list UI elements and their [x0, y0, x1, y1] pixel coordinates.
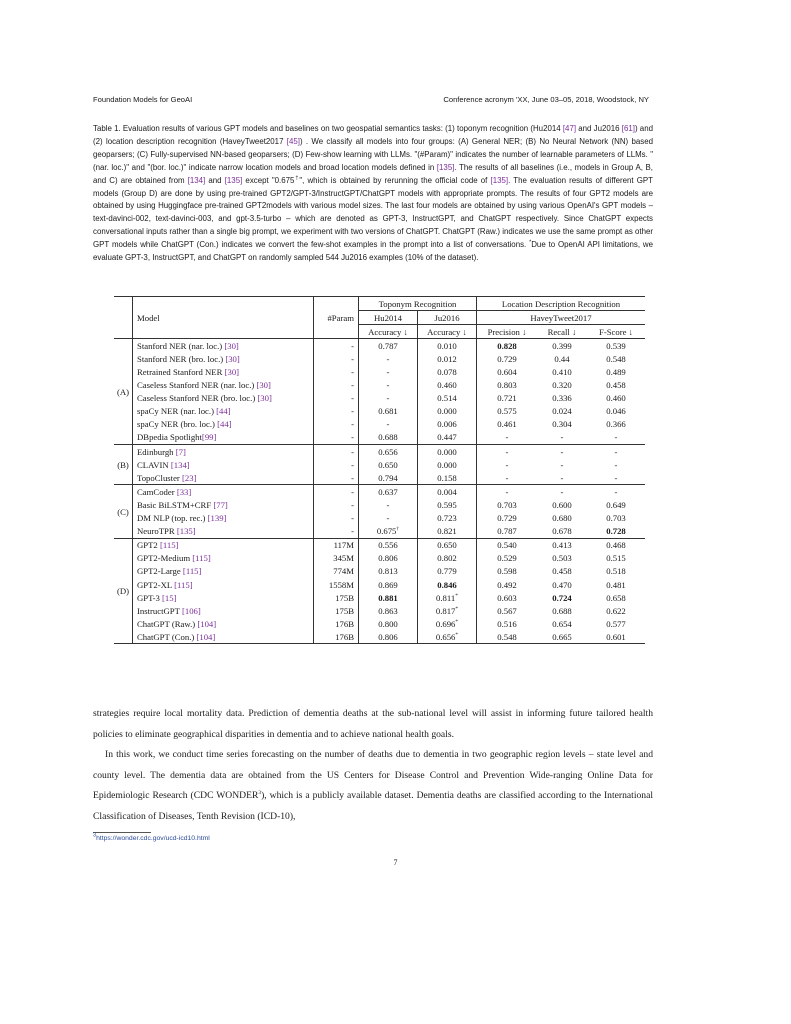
model-name: CLAVIN [134] [133, 458, 314, 471]
recall-cell: - [560, 459, 564, 470]
recall-cell: 0.304 [552, 419, 572, 430]
precision-cell: 0.603 [477, 591, 538, 604]
precision-cell: 0.575 [477, 405, 538, 418]
model-name: GPT2-Large [115] [133, 565, 314, 578]
table-row [114, 392, 645, 405]
precision-cell: 0.604 [477, 365, 538, 378]
model-name: GPT2 [115] [133, 538, 314, 552]
hu2014-accuracy-cell: 0.863 [359, 604, 418, 617]
recall-cell: 0.336 [552, 393, 572, 404]
fscore-cell: - [614, 446, 618, 457]
header-location-description: Location Description Recognition [477, 297, 646, 311]
table-row [114, 405, 645, 418]
recall-cell: - [560, 432, 564, 443]
fscore-cell: 0.622 [606, 605, 626, 616]
citation-link[interactable]: [23] [182, 472, 197, 483]
model-name: CamCoder [33] [133, 485, 314, 499]
precision-cell: - [477, 431, 538, 445]
param-count: - [314, 458, 359, 471]
ju2016-accuracy-cell: 0.000 [418, 405, 477, 418]
group-label: (A) [114, 339, 133, 445]
model-name: Caseless Stanford NER (bro. loc.) [30] [133, 392, 314, 405]
recall-cell: 0.688 [552, 605, 572, 616]
body-paragraph: strategies require local mortality data. Prediction of dementia deaths at the sub-national level will assist in informing future tailored health policies to eliminate geographical disparities in dementia and to achieve national health goals. [93, 708, 653, 740]
table-row [114, 352, 645, 365]
precision-cell: - [477, 485, 538, 499]
model-name: Caseless Stanford NER (nar. loc.) [30] [133, 379, 314, 392]
model-name: InstructGPT [106] [133, 604, 314, 617]
citation-link[interactable]: [135] [436, 162, 455, 172]
ju2016-accuracy-cell: 0.078 [418, 365, 477, 378]
recall-cell: 0.44 [554, 353, 570, 364]
param-count: 1558M [314, 578, 359, 591]
model-name: NeuroTPR [135] [133, 525, 314, 539]
recall-cell: - [560, 472, 564, 483]
recall-cell: 0.470 [552, 579, 572, 590]
recall-cell: - [560, 446, 564, 457]
hu2014-accuracy-cell: 0.688 [359, 431, 418, 445]
fscore-cell: 0.728 [606, 526, 626, 537]
citation-link[interactable]: [33] [176, 486, 192, 497]
citation-link[interactable]: [135] [224, 175, 243, 185]
model-name: GPT2-XL [115] [133, 578, 314, 591]
recall-cell: 0.399 [552, 340, 572, 351]
ju2016-accuracy-cell: 0.012 [418, 352, 477, 365]
param-count: 774M [314, 565, 359, 578]
precision-cell: 0.787 [477, 525, 538, 539]
recall-cell: 0.024 [552, 406, 572, 417]
citation-link[interactable]: [115] [159, 540, 179, 551]
fscore-cell: 0.489 [606, 367, 626, 378]
header-accuracy-ju: Accuracy ↓ [418, 325, 477, 339]
param-count: - [314, 365, 359, 378]
precision-cell: 0.598 [477, 565, 538, 578]
header-accuracy-hu: Accuracy ↓ [359, 325, 418, 339]
header-recall: Recall ↓ [547, 326, 577, 337]
footnote-ref[interactable]: 3 [258, 789, 262, 796]
ju2016-accuracy-cell: 0.802 [418, 552, 477, 565]
footnote: $^3$https://wonder.cdc.gov/ucd-icd10.html [93, 832, 210, 842]
fscore-cell: 0.658 [606, 592, 626, 603]
precision-cell: - [477, 458, 538, 471]
param-count: 117M [314, 538, 359, 552]
model-name: spaCy NER (bro. loc.) [44] [133, 418, 314, 431]
param-count: - [314, 525, 359, 539]
precision-cell: 0.516 [477, 617, 538, 630]
citation-link[interactable]: [135] [490, 175, 509, 185]
table-row [114, 591, 645, 604]
hu2014-accuracy-cell: - [359, 498, 418, 511]
param-count: - [314, 431, 359, 445]
fscore-cell: 0.366 [606, 419, 626, 430]
citation-link[interactable]: [30] [224, 367, 240, 378]
citation-link[interactable]: [15] [162, 592, 177, 603]
citation-link[interactable]: [104] [196, 631, 216, 642]
table-row [114, 471, 645, 485]
citation-link[interactable]: [134] [187, 175, 206, 185]
table-row [114, 538, 645, 552]
hu2014-accuracy-cell: 0.675† [359, 525, 418, 539]
precision-cell: 0.548 [477, 630, 538, 644]
model-name: GPT-3 [15] [133, 591, 314, 604]
recall-cell: 0.680 [552, 513, 572, 524]
table-row [114, 431, 645, 445]
hu2014-accuracy-cell: 0.881 [359, 591, 418, 604]
model-name: Retrained Stanford NER [30] [133, 365, 314, 378]
fscore-cell: 0.539 [606, 340, 626, 351]
model-name: Stanford NER (nar. loc.) [30] [133, 339, 314, 353]
param-count: - [314, 418, 359, 431]
ju2016-accuracy-cell: 0.817* [418, 604, 477, 617]
hu2014-accuracy-cell: 0.800 [359, 617, 418, 630]
body-paragraph: In this work, we conduct time series forecasting on the number of deaths due to dementia in two geographic region levels – state level and county level. The dementia data are obtained from the US Centers for Disease Control and Prevention Wide-ranging Online Data for Epidemiologic Research (CDC WONDER$^3$), which is a publicly available dataset. Dementia deaths are classified according to the International Classification of Diseases, Tenth Revision (ICD-10), [93, 749, 654, 822]
table-row [114, 365, 645, 378]
header-precision: Precision ↓ [477, 325, 538, 339]
fscore-cell: 0.458 [606, 380, 626, 391]
table-row [114, 604, 645, 617]
fscore-cell: - [614, 459, 618, 470]
citation-link[interactable]: [44] [216, 406, 231, 417]
table-row [114, 552, 645, 565]
hu2014-accuracy-cell: 0.637 [359, 485, 418, 499]
model-name: GPT2-Medium [115] [133, 552, 314, 565]
ju2016-accuracy-cell: 0.447 [418, 431, 477, 445]
ju2016-accuracy-cell: 0.811* [418, 591, 477, 604]
footnote-rule [93, 832, 151, 833]
precision-cell: 0.721 [477, 392, 538, 405]
hu2014-accuracy-cell: - [359, 352, 418, 365]
model-name: spaCy NER (nar. loc.) [44] [133, 405, 314, 418]
hu2014-accuracy-cell: - [359, 365, 418, 378]
param-count: - [314, 485, 359, 499]
hu2014-accuracy-cell: - [359, 379, 418, 392]
ju2016-accuracy-cell: 0.006 [418, 418, 477, 431]
param-count: 175B [314, 604, 359, 617]
param-count: 345M [314, 552, 359, 565]
citation-link[interactable]: [134] [170, 459, 190, 470]
ju2016-accuracy-cell: 0.779 [418, 565, 477, 578]
hu2014-accuracy-cell: 0.681 [359, 405, 418, 418]
param-count: 176B [314, 617, 359, 630]
running-header-right: Conference acronym 'XX, June 03–05, 2018, Woodstock, NY [443, 95, 649, 104]
citation-link[interactable]: [115] [192, 553, 211, 564]
param-count: 176B [314, 630, 359, 644]
model-name: Stanford NER (bro. loc.) [30] [133, 352, 314, 365]
recall-cell: 0.413 [552, 540, 572, 551]
citation-link[interactable]: [30] [257, 393, 272, 404]
citation-link[interactable]: [135] [176, 526, 196, 537]
citation-link[interactable]: [115] [174, 579, 193, 590]
fscore-cell: 0.515 [606, 553, 626, 564]
table-row [114, 512, 645, 525]
precision-cell: 0.703 [477, 498, 538, 511]
model-name: ChatGPT (Con.) [104] [133, 630, 314, 644]
hu2014-accuracy-cell: 0.806 [359, 552, 418, 565]
citation-link[interactable]: [77] [213, 499, 228, 510]
fscore-cell: 0.649 [606, 499, 626, 510]
param-count: - [314, 392, 359, 405]
table-row [114, 617, 645, 630]
hu2014-accuracy-cell: 0.556 [359, 538, 418, 552]
recall-cell: 0.724 [552, 592, 572, 603]
ju2016-accuracy-cell: 0.158 [418, 471, 477, 485]
header-param: #Param [314, 311, 359, 325]
precision-cell: 0.828 [477, 339, 538, 353]
header-havey: HaveyTweet2017 [477, 311, 646, 325]
table-row [114, 485, 645, 499]
hu2014-accuracy-cell: 0.650 [359, 458, 418, 471]
ju2016-accuracy-cell: 0.595 [418, 498, 477, 511]
ju2016-accuracy-cell: 0.514 [418, 392, 477, 405]
citation-link[interactable]: [30] [224, 340, 239, 351]
page-number: 7 [393, 858, 398, 867]
ju2016-accuracy-cell: 0.821 [418, 525, 477, 539]
ju2016-accuracy-cell: 0.004 [418, 485, 477, 499]
model-name: DM NLP (top. rec.) [139] [133, 512, 314, 525]
group-label: (D) [114, 538, 133, 644]
recall-cell: 0.600 [552, 499, 572, 510]
hu2014-accuracy-cell: 0.794 [359, 471, 418, 485]
hu2014-accuracy-cell: - [359, 418, 418, 431]
fscore-cell: 0.577 [606, 618, 626, 629]
recall-cell: 0.410 [552, 367, 572, 378]
table-row [114, 418, 645, 431]
table-row [114, 339, 645, 353]
precision-cell: - [477, 445, 538, 459]
hu2014-accuracy-cell: 0.806 [359, 630, 418, 644]
recall-cell: 0.458 [552, 566, 572, 577]
param-count: - [314, 471, 359, 485]
model-name: DBpedia Spotlight[99] [133, 431, 314, 445]
citation-link[interactable]: [7] [175, 446, 186, 457]
precision-cell: 0.729 [477, 352, 538, 365]
hu2014-accuracy-cell: 0.656 [359, 445, 418, 459]
param-count: - [314, 339, 359, 353]
fscore-cell: - [614, 472, 618, 483]
citation-link[interactable]: [47] [562, 124, 577, 133]
param-count: - [314, 379, 359, 392]
table-row [114, 379, 645, 392]
citation-link[interactable]: [45] [286, 136, 300, 146]
param-count: - [314, 498, 359, 511]
precision-cell: 0.461 [477, 418, 538, 431]
fscore-cell: 0.481 [606, 579, 626, 590]
recall-cell: 0.678 [552, 526, 572, 537]
recall-cell: 0.503 [552, 553, 572, 564]
model-name: Basic BiLSTM+CRF [77] [133, 498, 314, 511]
fscore-cell: 0.703 [606, 513, 626, 524]
hu2014-accuracy-cell: - [359, 512, 418, 525]
hu2014-accuracy-cell: - [359, 392, 418, 405]
precision-cell: 0.803 [477, 379, 538, 392]
fscore-cell: - [614, 486, 618, 497]
recall-cell: - [560, 486, 564, 497]
citation-link[interactable]: [139] [207, 513, 227, 524]
hu2014-accuracy-cell: 0.869 [359, 578, 418, 591]
header-toponym: Toponym Recognition [359, 297, 477, 311]
table-row [114, 525, 645, 539]
citation-link[interactable]: [115] [182, 566, 202, 577]
table-row [114, 630, 645, 644]
recall-cell: 0.654 [552, 618, 572, 629]
table-caption: Table 1. Evaluation results of various GPT models and baselines on two geospatial semantics tasks: (1) toponym recognition (Hu2014 [47] and Ju2016 [61]) and (2) location description recognition (HaveyTweet2017 [45]) . We classify all models into four groups: (A) General NER; (B) No Neural Network (NN) based geoparsers; (C) Fully-supervised NN-based geoparsers; (D) Few-show learning with LLMs. "(#Param)" indicates the number of learnable parameters of LLMs. "(nar. loc.)" and "(bor. loc.)" indicate narrow location models and broad location models defined in [135]. The results of all baselines (i.e., models in Group A, B, and C) are obtained from [134] and [135] except "0.675†", which is obtained by rerunning the official code of [135]. The evaluation results of different GPT models (Group D) are done by using pre-trained GPT2/GPT-3/InstructGPT/ChatGPT models with appropriate prompts. The results of four GPT2 models are obtained by using Huggingface pre-trained GPT2models with various model sizes. The last four models are obtained by using various OpenAI's GPT models – text-davinci-002, text-davinci-003, and gpt-3.5-turbo – which are denoted as GPT-3, InstructGPT, and ChatGPT respectively. Since ChatGPT expects conversational inputs rather than a single big prompt, we experiment with two versions of ChatGPT. ChatGPT (Raw.) indicates we use the same prompt as other GPT models while ChatGPT (Con.) indicates we convert the few-shot examples in the prompt into a list of conversations. *Due to OpenAI API limitations, we evaluate GPT-3, InstructGPT, and ChatGPT on randomly sampled 544 Ju2016 examples (10% of the dataset). [93, 124, 653, 263]
fscore-cell: - [614, 432, 618, 443]
header-model: Model [133, 311, 314, 325]
fscore-cell: 0.548 [606, 353, 626, 364]
group-label: (C) [114, 485, 133, 538]
fscore-cell: 0.046 [606, 406, 626, 417]
table-row [114, 458, 645, 471]
ju2016-accuracy-cell: 0.000 [418, 445, 477, 459]
table-row [114, 498, 645, 511]
param-count: 175B [314, 591, 359, 604]
citation-link[interactable]: [30] [225, 353, 240, 364]
ju2016-accuracy-cell: 0.723 [418, 512, 477, 525]
param-count: - [314, 405, 359, 418]
fscore-cell: 0.601 [606, 631, 626, 642]
hu2014-accuracy-cell: 0.787 [359, 339, 418, 353]
citation-link[interactable]: [30] [256, 380, 271, 391]
results-table [114, 296, 645, 644]
table-row [114, 445, 645, 459]
ju2016-accuracy-cell: 0.696* [418, 617, 477, 630]
running-header-left: Foundation Models for GeoAI [93, 95, 193, 104]
precision-cell: 0.492 [477, 578, 538, 591]
ju2016-accuracy-cell: 0.650 [418, 538, 477, 552]
param-count: - [314, 512, 359, 525]
ju2016-accuracy-cell: 0.846 [418, 578, 477, 591]
model-name: Edinburgh [7] [133, 445, 314, 459]
ju2016-accuracy-cell: 0.000 [418, 458, 477, 471]
precision-cell: 0.529 [477, 552, 538, 565]
ju2016-accuracy-cell: 0.010 [418, 339, 477, 353]
fscore-cell: 0.460 [606, 393, 626, 404]
group-label: (B) [114, 445, 133, 485]
precision-cell: - [477, 471, 538, 485]
citation-link[interactable]: [99] [201, 432, 217, 443]
fscore-cell: 0.468 [606, 540, 626, 551]
footnote-link[interactable]: https://wonder.cdc.gov/ucd-icd10.html [96, 835, 210, 842]
citation-link[interactable]: [106] [181, 605, 201, 616]
recall-cell: 0.665 [552, 631, 572, 642]
precision-cell: 0.567 [477, 604, 538, 617]
table-row [114, 578, 645, 591]
header-ju2016: Ju2016 [418, 311, 477, 325]
ju2016-accuracy-cell: 0.460 [418, 379, 477, 392]
citation-link[interactable]: [104] [197, 618, 217, 629]
header-hu2014: Hu2014 [359, 311, 418, 325]
param-count: - [314, 352, 359, 365]
table-row [114, 565, 645, 578]
precision-cell: 0.540 [477, 538, 538, 552]
model-name: TopoCluster [23] [133, 471, 314, 485]
model-name: ChatGPT (Raw.) [104] [133, 617, 314, 630]
fscore-cell: 0.518 [606, 566, 626, 577]
citation-link[interactable]: [61] [621, 124, 635, 133]
header-fscore: F-Score ↓ [598, 326, 634, 337]
precision-cell: 0.729 [477, 512, 538, 525]
hu2014-accuracy-cell: 0.813 [359, 565, 418, 578]
ju2016-accuracy-cell: 0.656* [418, 630, 477, 644]
param-count: - [314, 445, 359, 459]
recall-cell: 0.320 [552, 380, 572, 391]
citation-link[interactable]: [44] [217, 419, 232, 430]
